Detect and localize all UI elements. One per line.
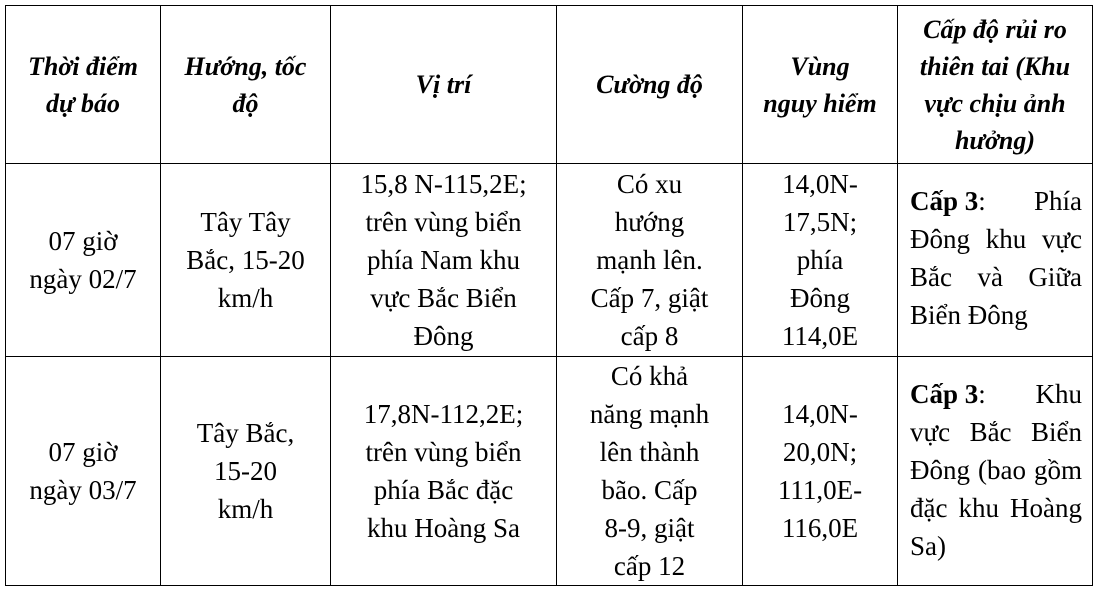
- cell-line: 14,0N-: [782, 169, 858, 199]
- cell-danger-zone: [743, 164, 898, 357]
- cell-intensity: [557, 357, 743, 586]
- cell-line: trên vùng biển: [365, 207, 522, 237]
- risk-level-value: Cấp 3: [910, 379, 979, 409]
- cell-line: 15-20: [214, 456, 277, 486]
- cell-line: trên vùng biển: [365, 437, 522, 467]
- cell-line: km/h: [217, 494, 274, 524]
- header-danger-zone-line-1: Vùng: [790, 51, 850, 81]
- risk-word: Bắc: [969, 417, 1012, 447]
- cell-line: 111,0E-: [777, 475, 863, 505]
- header-risk-level: [898, 6, 1093, 164]
- cell-direction: [161, 164, 331, 357]
- cell-direction: [161, 357, 331, 586]
- cell-line: 15,8 N-115,2E;: [360, 169, 527, 199]
- risk-word: vực: [910, 417, 951, 447]
- cell-line: 14,0N-: [782, 399, 858, 429]
- risk-line: [910, 296, 1082, 334]
- risk-level-label: Cấp 3:: [910, 379, 986, 409]
- cell-risk-level: [898, 357, 1093, 586]
- cell-line: Có khả: [610, 361, 689, 391]
- cell-line: ngày 03/7: [29, 475, 137, 505]
- cell-line: lên thành: [599, 437, 700, 467]
- cell-line: Bắc, 15-20: [186, 245, 305, 275]
- header-direction-line-2: độ: [232, 88, 259, 118]
- table-row: [6, 357, 1093, 586]
- risk-line: [910, 258, 1082, 296]
- cell-time: [6, 164, 161, 357]
- table-header-row: [6, 6, 1093, 164]
- risk-level-label: Cấp 3:: [910, 186, 986, 216]
- risk-word: Hoàng: [1010, 493, 1082, 523]
- risk-word: khu: [958, 493, 999, 523]
- cell-line: khu Hoàng Sa: [367, 513, 520, 543]
- table-row: [6, 164, 1093, 357]
- risk-line: [910, 413, 1082, 451]
- cell-danger-zone: [743, 357, 898, 586]
- cell-line: 07 giờ: [48, 226, 118, 256]
- cell-line: mạnh lên.: [596, 245, 703, 275]
- risk-word: gồm: [1033, 455, 1082, 485]
- risk-word: Bắc: [910, 262, 952, 292]
- cell-line: hướng: [614, 207, 685, 237]
- risk-word: đặc: [910, 493, 948, 523]
- header-risk-line-3: vực chịu ảnh: [924, 88, 1066, 118]
- header-danger-zone: [743, 6, 898, 164]
- risk-word: Giữa: [1028, 262, 1082, 292]
- header-risk-line-2: thiên tai (Khu: [919, 51, 1071, 81]
- header-danger-zone-line-2: nguy hiểm: [763, 88, 877, 118]
- cell-line: Đông: [790, 283, 850, 313]
- risk-line: [910, 182, 1082, 220]
- cell-position: [331, 357, 557, 586]
- header-position-line-1: Vị trí: [415, 70, 472, 99]
- risk-line: [910, 375, 1082, 413]
- cell-line: 8-9, giật: [604, 513, 695, 543]
- risk-word: Biển Đông: [910, 300, 1028, 330]
- cell-line: vực Bắc Biển: [370, 283, 517, 313]
- cell-position: [331, 164, 557, 357]
- risk-line: [910, 451, 1082, 489]
- risk-word: Đông: [910, 455, 970, 485]
- cell-line: phía: [796, 245, 844, 275]
- cell-line: 07 giờ: [48, 437, 118, 467]
- cell-line: 20,0N;: [782, 437, 858, 467]
- header-time-line-2: dự báo: [45, 88, 121, 118]
- risk-level-value: Cấp 3: [910, 186, 979, 216]
- cell-line: 17,8N-112,2E;: [363, 399, 524, 429]
- cell-line: năng mạnh: [589, 399, 710, 429]
- risk-word: (bao: [978, 455, 1026, 485]
- header-intensity: [557, 6, 743, 164]
- cell-risk-level: [898, 164, 1093, 357]
- cell-line: km/h: [217, 283, 274, 313]
- cell-line: ngày 02/7: [29, 264, 137, 294]
- cell-line: 17,5N;: [782, 207, 858, 237]
- storm-forecast-table: [5, 5, 1093, 586]
- cell-time: [6, 357, 161, 586]
- cell-line: Tây Bắc,: [196, 418, 295, 448]
- header-direction-line-1: Hướng, tốc: [184, 51, 307, 81]
- cell-line: phía Nam khu: [367, 245, 520, 275]
- risk-word: Khu: [1035, 379, 1082, 409]
- cell-line: cấp 12: [613, 551, 686, 581]
- risk-word: Sa): [910, 531, 946, 561]
- header-risk-line-1: Cấp độ rủi ro: [923, 14, 1067, 44]
- risk-word: và: [977, 262, 1003, 292]
- cell-line: Có xu: [616, 169, 683, 199]
- risk-line: [910, 527, 1082, 565]
- cell-line: bão. Cấp: [601, 475, 698, 505]
- header-time: [6, 6, 161, 164]
- risk-word: Biển: [1030, 417, 1082, 447]
- risk-word: Đông: [910, 224, 970, 254]
- risk-word: Phía: [1033, 186, 1082, 216]
- cell-line: cấp 8: [620, 321, 679, 351]
- header-risk-line-4: hưởng): [954, 125, 1036, 155]
- risk-line: [910, 489, 1082, 527]
- cell-line: phía Bắc đặc: [373, 475, 514, 505]
- cell-line: Tây Tây: [200, 207, 291, 237]
- header-time-line-1: Thời điểm: [27, 51, 138, 81]
- header-intensity-line-1: Cường độ: [596, 70, 703, 99]
- header-position: [331, 6, 557, 164]
- cell-line: Đông: [413, 321, 474, 351]
- risk-line: [910, 220, 1082, 258]
- risk-word: vực: [1041, 224, 1082, 254]
- cell-line: 114,0E: [781, 321, 859, 351]
- risk-word: khu: [985, 224, 1027, 254]
- header-direction: [161, 6, 331, 164]
- cell-intensity: [557, 164, 743, 357]
- cell-line: 116,0E: [781, 513, 859, 543]
- cell-line: Cấp 7, giật: [590, 283, 709, 313]
